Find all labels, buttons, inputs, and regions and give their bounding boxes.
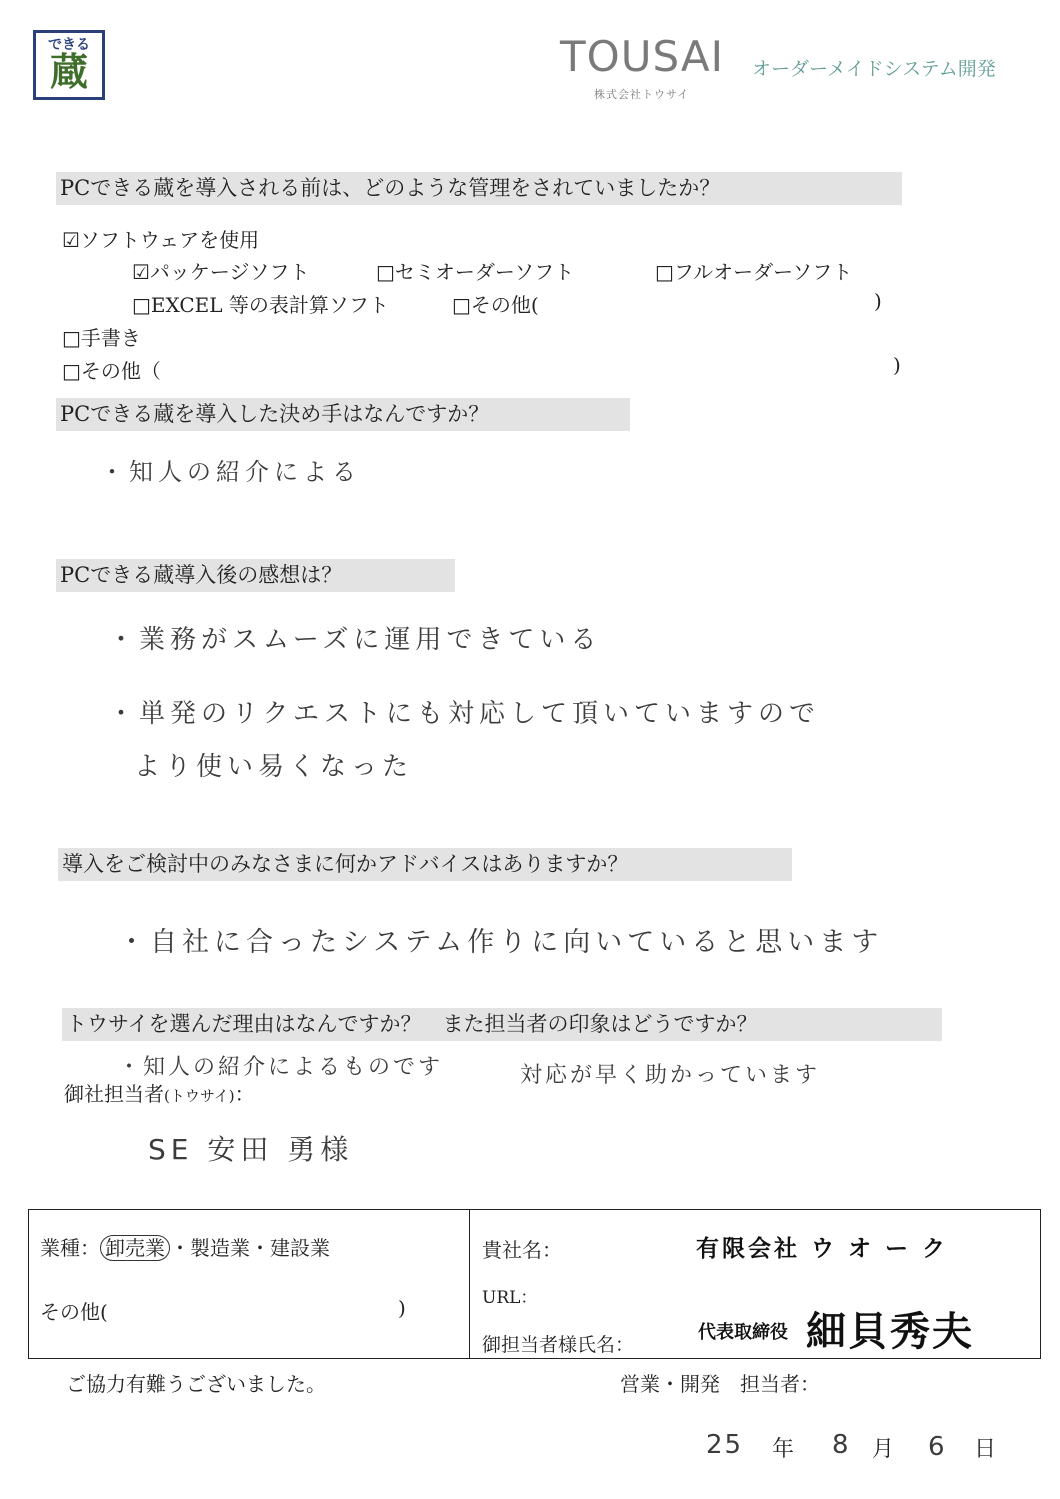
option-full-order[interactable]: □フルオーダーソフト [655,260,853,284]
industry-field [40,1232,330,1261]
date-day: 6 [928,1432,950,1462]
company-label: 貴社名： [482,1238,562,1262]
date-year: 25 [706,1430,744,1460]
staff-label: 営業・開発 担当者： [620,1372,820,1396]
answer-2: ・知人の紹介による [100,458,361,486]
logo-main-text: 蔵 [49,50,88,94]
industry-selected[interactable]: 卸売業 [100,1235,170,1261]
question-5: トウサイを選んだ理由はなんですか？ また担当者の印象はどうですか？ [62,1008,942,1041]
option-software[interactable]: ☑ソフトウェアを使用 [62,228,260,252]
option-semi-order[interactable]: □セミオーダーソフト [376,260,575,284]
question-4: 導入をご検討中のみなさまに何かアドバイスはありますか？ [58,848,792,881]
industry-label: 業種： [40,1236,100,1260]
rep-label-colon: ： [234,1082,255,1106]
thanks-message: ご協力有難うございました。 [66,1372,326,1396]
option-package-soft[interactable]: ☑パッケージソフト [132,260,310,284]
year-label: 年 [772,1437,795,1462]
option-excel[interactable]: □EXCEL 等の表計算ソフト [132,293,389,317]
answer-3-line-2: ・単発のリクエストにも対応して頂いていますので [108,699,820,729]
answer-3-line-1: ・業務がスムーズに運用できている [108,625,602,655]
company-name: 有限会社 ウ オ ー ク [696,1236,949,1262]
option-other-close: ) [893,353,901,377]
question-3: PCできる蔵導入後の感想は？ [56,559,455,592]
question-2: PCできる蔵を導入した決め手はなんですか？ [56,398,630,431]
contact-title: 代表取締役 [698,1322,788,1343]
option-other[interactable]: □その他（ [62,359,161,383]
answer-5-part-1: ・知人の紹介によるものです [118,1055,444,1080]
contact-label: 御担当者様氏名： [482,1334,635,1356]
industry-other-label[interactable]: その他( [40,1300,108,1324]
answer-5-part-2: 対応が早く助かっています [520,1063,821,1088]
month-label: 月 [872,1437,895,1462]
brand-name: TOUSAI [560,32,725,81]
option-handwritten[interactable]: □手書き [62,326,141,350]
date-month: 8 [832,1430,854,1460]
brand-company-name: 株式会社トウサイ [594,88,690,101]
answer-3-line-3: より使い易くなった [134,752,414,782]
question-1: PCできる蔵を導入される前は、どのような管理をされていましたか？ [56,172,902,205]
url-label: URL： [482,1288,538,1308]
brand-tagline: オーダーメイドシステム開発 [752,58,996,80]
dekirugura-logo [33,30,105,100]
rep-label-small: (トウサイ) [164,1087,235,1105]
contact-name: 細貝秀夫 [806,1309,974,1355]
option-other-software-close: ) [874,289,882,313]
day-label: 日 [974,1437,997,1462]
rep-name: SE 安田 勇様 [148,1133,354,1166]
rep-label-main: 御社担当者 [64,1082,164,1106]
table-divider [469,1209,470,1359]
industry-other-close: ) [398,1296,406,1320]
option-other-software[interactable]: □その他( [452,293,539,317]
industry-options[interactable]: ・製造業・建設業 [170,1236,330,1260]
logo-top-text: できる [48,37,90,53]
rep-label [64,1078,255,1107]
answer-4: ・自社に合ったシステム作りに向いていると思います [118,927,884,958]
